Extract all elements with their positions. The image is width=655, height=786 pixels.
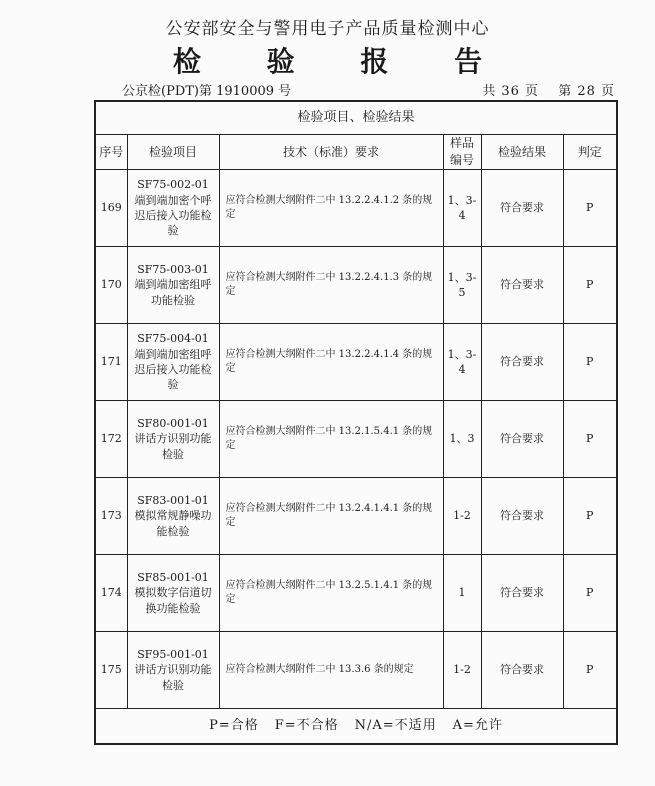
col-header-item: 检验项目 — [127, 135, 219, 170]
verdict-legend — [95, 709, 617, 745]
col-header-result: 检验结果 — [481, 135, 563, 170]
test-item — [127, 555, 219, 632]
verdict: P — [563, 170, 617, 247]
legend-entry: P=合格 — [209, 717, 259, 733]
section-header-row — [95, 101, 617, 135]
row-number: 169 — [95, 170, 127, 247]
requirement: 应符合检测大纲附件二中 13.2.4.1.4.1 条的规定 — [219, 478, 443, 555]
test-item-name: 端到端加密组呼迟后接入功能检验 — [134, 347, 212, 392]
requirement: 应符合检测大纲附件二中 13.2.2.4.1.2 条的规定 — [219, 170, 443, 247]
test-item-code: SF83-001-01 — [137, 493, 209, 507]
table-row — [95, 401, 617, 478]
row-number: 173 — [95, 478, 127, 555]
row-number: 174 — [95, 555, 127, 632]
results-table — [94, 100, 618, 745]
requirement: 应符合检测大纲附件二中 13.2.2.4.1.4 条的规定 — [219, 324, 443, 401]
col-header-requirement: 技术（标准）要求 — [219, 135, 443, 170]
test-item — [127, 478, 219, 555]
table-row — [95, 170, 617, 247]
legend-row — [95, 709, 617, 745]
row-number: 170 — [95, 247, 127, 324]
test-item-name: 模拟常规静噪功能检验 — [134, 509, 212, 538]
column-header-row — [95, 135, 617, 170]
test-result: 符合要求 — [481, 555, 563, 632]
verdict: P — [563, 555, 617, 632]
test-item — [127, 247, 219, 324]
test-item-name: 端到端加密组呼功能检验 — [134, 278, 212, 307]
test-item — [127, 401, 219, 478]
row-number: 172 — [95, 401, 127, 478]
verdict: P — [563, 401, 617, 478]
test-item — [127, 632, 219, 709]
legend-entry: N/A=不适用 — [354, 717, 437, 733]
table-row — [95, 478, 617, 555]
test-item — [127, 170, 219, 247]
test-item-code: SF85-001-01 — [137, 570, 209, 584]
current-page: 第 28 页 — [558, 84, 615, 99]
organization-name: 公安部安全与警用电子产品质量检测中心 — [165, 19, 490, 39]
verdict: P — [563, 478, 617, 555]
test-result: 符合要求 — [481, 478, 563, 555]
requirement: 应符合检测大纲附件二中 13.2.1.5.4.1 条的规定 — [219, 401, 443, 478]
col-header-no: 序号 — [95, 135, 127, 170]
col-header-sample: 样品编号 — [443, 135, 481, 170]
col-header-verdict: 判定 — [563, 135, 617, 170]
table-row — [95, 555, 617, 632]
sample-number: 1、3-4 — [443, 170, 481, 247]
sample-number: 1、3-4 — [443, 324, 481, 401]
sample-number: 1-2 — [443, 478, 481, 555]
sample-number: 1、3 — [443, 401, 481, 478]
test-item — [127, 324, 219, 401]
test-item-code: SF75-002-01 — [137, 178, 209, 192]
report-title: 检 验 报 告 — [172, 45, 511, 78]
row-number: 171 — [95, 324, 127, 401]
test-item-code: SF75-003-01 — [137, 262, 209, 276]
table-row — [95, 632, 617, 709]
table-row — [95, 247, 617, 324]
table-row — [95, 324, 617, 401]
verdict: P — [563, 324, 617, 401]
report-number: 公京检(PDT)第 1910009 号 — [122, 84, 292, 99]
test-result: 符合要求 — [481, 247, 563, 324]
test-item-code: SF75-004-01 — [137, 332, 209, 346]
test-item-name: 讲话方识别功能检验 — [134, 432, 212, 461]
test-result: 符合要求 — [481, 401, 563, 478]
test-result: 符合要求 — [481, 324, 563, 401]
total-pages: 共 36 页 — [482, 84, 540, 99]
test-result: 符合要求 — [481, 170, 563, 247]
test-item-name: 模拟数字信道切换功能检验 — [134, 586, 212, 615]
report-meta — [122, 80, 615, 98]
requirement: 应符合检测大纲附件二中 13.2.5.1.4.1 条的规定 — [219, 555, 443, 632]
verdict: P — [563, 247, 617, 324]
sample-number: 1、3-5 — [443, 247, 481, 324]
verdict: P — [563, 632, 617, 709]
test-item-name: 讲话方识别功能检验 — [134, 663, 212, 692]
test-item-code: SF95-001-01 — [137, 647, 209, 661]
row-number: 175 — [95, 632, 127, 709]
test-item-code: SF80-001-01 — [137, 416, 209, 430]
page-indicator — [468, 80, 615, 99]
test-result: 符合要求 — [481, 632, 563, 709]
legend-entry: F=不合格 — [274, 717, 339, 733]
legend-entry: A=允许 — [452, 717, 503, 733]
requirement: 应符合检测大纲附件二中 13.3.6 条的规定 — [219, 632, 443, 709]
test-item-name: 端到端加密个呼迟后接入功能检验 — [134, 193, 212, 238]
sample-number: 1 — [443, 555, 481, 632]
sample-number: 1-2 — [443, 632, 481, 709]
section-title: 检验项目、检验结果 — [95, 101, 617, 135]
requirement: 应符合检测大纲附件二中 13.2.2.4.1.3 条的规定 — [219, 247, 443, 324]
